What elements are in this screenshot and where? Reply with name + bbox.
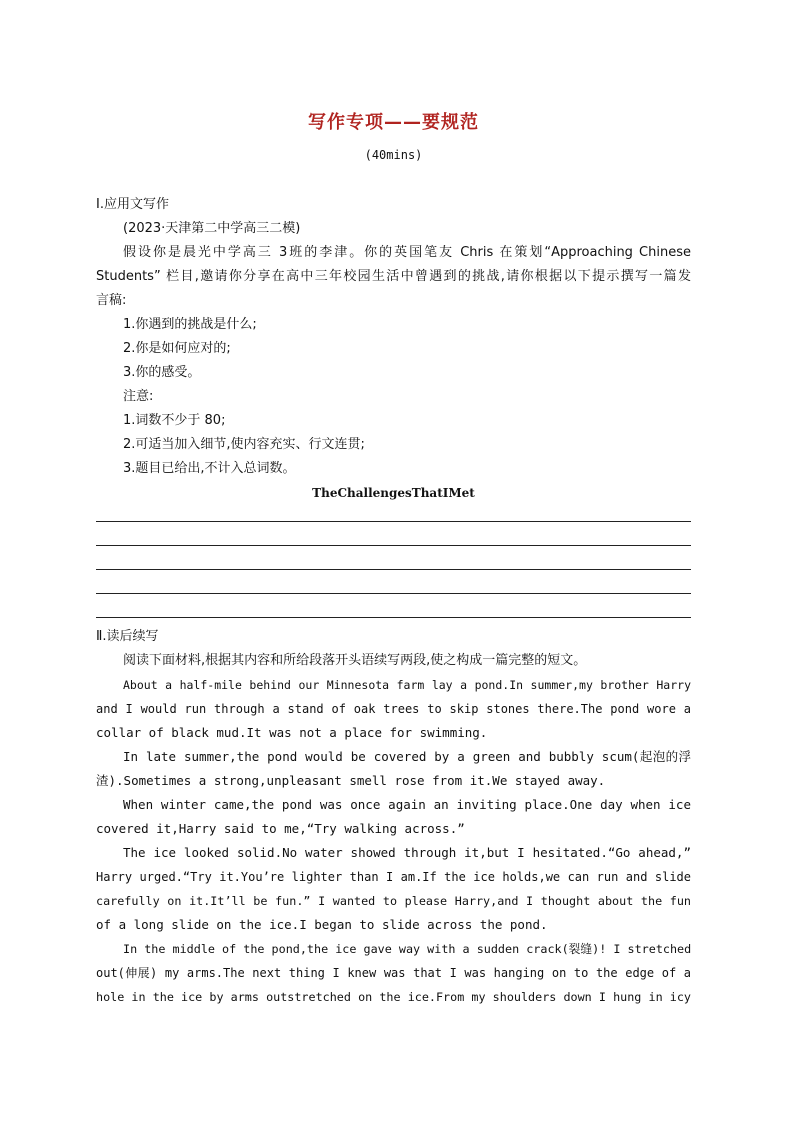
section2-instruction: 阅读下面材料,根据其内容和所给段落开头语续写两段,使之构成一篇完整的短文。 bbox=[123, 653, 587, 668]
writing-line bbox=[96, 569, 691, 570]
passage-line: and I would run through a stand of oak trees to skip stones there.The pond wore a bbox=[96, 702, 691, 716]
passage-line: collar of black mud.It was not a place for swimming. bbox=[96, 725, 488, 740]
passage-line: Harry urged.“Try it.You’re lighter than I am.If the ice holds,we can run and slide bbox=[96, 870, 691, 884]
passage-line: When winter came,the pond was once again an inviting place.One day when ice bbox=[123, 797, 691, 812]
passage-line: of a long slide on the ice.I began to slide across the pond. bbox=[96, 917, 548, 932]
page-title: 写作专项——要规范 bbox=[308, 112, 479, 133]
prompt-line-1: 假设你是晨光中学高三 3班的李津。你的英国笔友 Chris 在策划“Approaching Chinese bbox=[123, 245, 691, 260]
writing-line bbox=[96, 545, 691, 546]
section1-heading: Ⅰ.应用文写作 bbox=[96, 197, 169, 212]
section1-source: (2023·天津第二中学高三二模) bbox=[123, 221, 301, 236]
prompt-line-3: 言稿: bbox=[96, 293, 127, 308]
prompt-line-2: Students” 栏目,邀请你分享在高中三年校园生活中曾遇到的挑战,请你根据以下提示撰写一篇发 bbox=[96, 269, 691, 284]
note-item: 3.题目已给出,不计入总词数。 bbox=[123, 461, 296, 476]
note-item: 2.可适当加入细节,使内容充实、行文连贯; bbox=[123, 437, 365, 452]
writing-line bbox=[96, 617, 691, 618]
passage-line: In late summer,the pond would be covered by a green and bubbly scum(起泡的浮 bbox=[123, 749, 691, 764]
passage-line: The ice looked solid.No water showed through it,but I hesitated.“Go ahead,” bbox=[123, 845, 691, 860]
passage-line: 渣).Sometimes a strong,unpleasant smell rose from it.We stayed away. bbox=[96, 773, 606, 788]
notes-label: 注意: bbox=[123, 389, 154, 404]
prompt-point: 3.你的感受。 bbox=[123, 365, 201, 380]
section2-heading: Ⅱ.读后续写 bbox=[96, 629, 159, 644]
note-item: 1.词数不少于 80; bbox=[123, 413, 226, 428]
passage-line: carefully on it.It’ll be fun.” I wanted to please Harry,and I thought about the fun bbox=[96, 894, 691, 908]
essay-title: TheChallengesThatIMet bbox=[312, 486, 475, 500]
writing-line bbox=[96, 593, 691, 594]
writing-line bbox=[96, 521, 691, 522]
passage-line: hole in the ice by arms outstretched on the ice.From my shoulders down I hung in icy bbox=[96, 990, 691, 1004]
passage-line: About a half-mile behind our Minnesota farm lay a pond.In summer,my brother Harry bbox=[123, 678, 691, 692]
passage-line: In the middle of the pond,the ice gave way with a sudden crack(裂缝)! I stretched bbox=[123, 942, 692, 956]
passage-line: out(伸展) my arms.The next thing I knew was that I was hanging on to the edge of a bbox=[96, 966, 691, 980]
passage-line: covered it,Harry said to me,“Try walking across.” bbox=[96, 821, 465, 836]
prompt-point: 2.你是如何应对的; bbox=[123, 341, 231, 356]
prompt-point: 1.你遇到的挑战是什么; bbox=[123, 317, 257, 332]
page-subtitle: (40mins) bbox=[364, 148, 423, 162]
